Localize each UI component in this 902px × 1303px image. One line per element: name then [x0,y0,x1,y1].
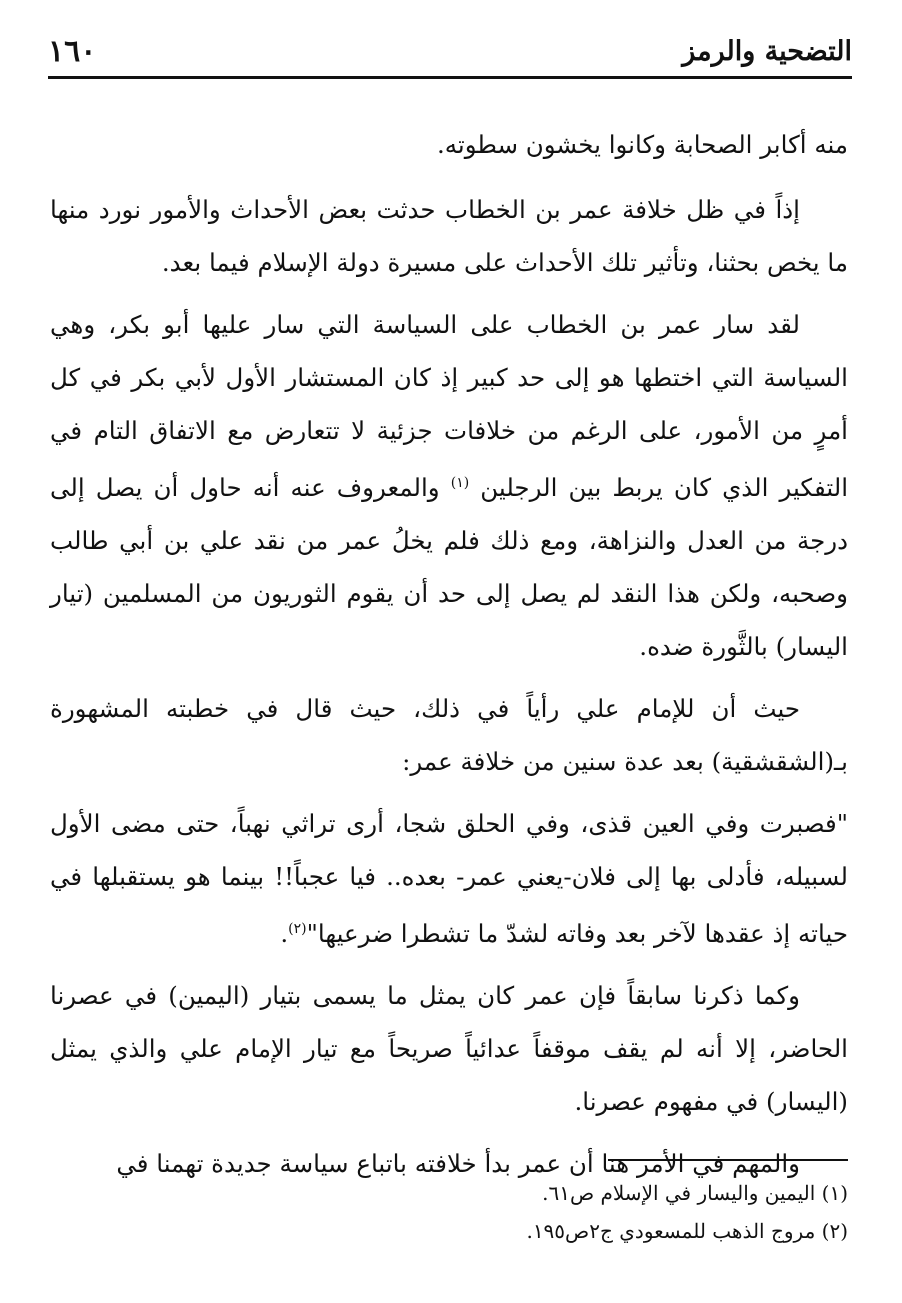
paragraph: منه أكابر الصحابة وكانوا يخشون سطوته. [436,130,848,159]
page-number: ١٦٠ [48,33,97,69]
paragraph [50,298,848,673]
paragraph: وكما ذكرنا سابقاً فإن عمر كان يمثل ما يسمى بتيار (اليمين) في عصرنا الحاضر، إلا أنه لم يقف موقفاً عدائياً صريحاً مع تيار الإمام علي والذي يمثل (اليسار) في مفهوم عصرنا. [50,981,848,1117]
paragraph: حيث أن للإمام علي رأياً في ذلك، حيث قال في خطبته المشهورة بـ(الشقشقية) بعد عدة سنين من خلافة عمر: [50,694,848,777]
paragraph: إذاً في ظل خلافة عمر بن الخطاب حدثت بعض الأحداث والأمور نورد منها ما يخص بحثنا، وتأثير تلك الأحداث على مسيرة دولة الإسلام فيما بعد. [50,195,848,277]
footnote: (١) اليمين واليسار في الإسلام ص٦١. [542,1181,848,1205]
header-rule [48,76,852,79]
footnote: (٢) مروج الذهب للمسعودي ج٢ص١٩٥. [526,1219,848,1243]
quote-end: . [280,919,289,949]
running-title: التضحية والرمز [682,35,852,67]
paragraph-text: والمعروف عنه أنه حاول أن يصل إلى درجة من العدل والنزاهة، ومع ذلك فلم يخلُ عمر من نقد علي بن أبي طالب وصحبه، ولكن هذا النقد لم يصل إلى حد أن يقوم الثوريون من المسلمين (تيار اليسار) بالثَّورة ضده. [50,473,848,662]
body-text [50,118,848,1199]
footnotes [50,1174,848,1250]
quote-text: "فصبرت وفي العين قذى، وفي الحلق شجا، أرى تراثي نهباً، حتى مضى الأول لسبيله، فأدلى بها إلى فلان-يعني عمر- بعده.. فيا عجباً!! بينما هو يستقبلها في حياته إذ عقدها لآخر بعد وفاته لشدّ ما تشطرا ضرعيها" [50,809,848,949]
footnote-ref: (٢) [288,921,307,938]
paragraph: والمهم في الأمر هنا أن عمر بدأ خلافته باتباع سياسة جديدة تهمنا في [116,1149,800,1179]
page-header [48,28,852,74]
quote-paragraph [50,797,848,960]
paragraph-text: لقد سار عمر بن الخطاب على السياسة التي سار عليها أبو بكر، وهي السياسة التي اختطها هو إلى حد كبير إذ كان المستشار الأول لأبي بكر في كل أمرٍ من الأمور، على الرغم من خلافات جزئية لا تتعارض مع الاتفاق التام في التفكير الذي كان يربط بين الرجلين [50,310,849,503]
footnote-rule [608,1159,848,1161]
footnote-ref: (١) [450,475,470,491]
